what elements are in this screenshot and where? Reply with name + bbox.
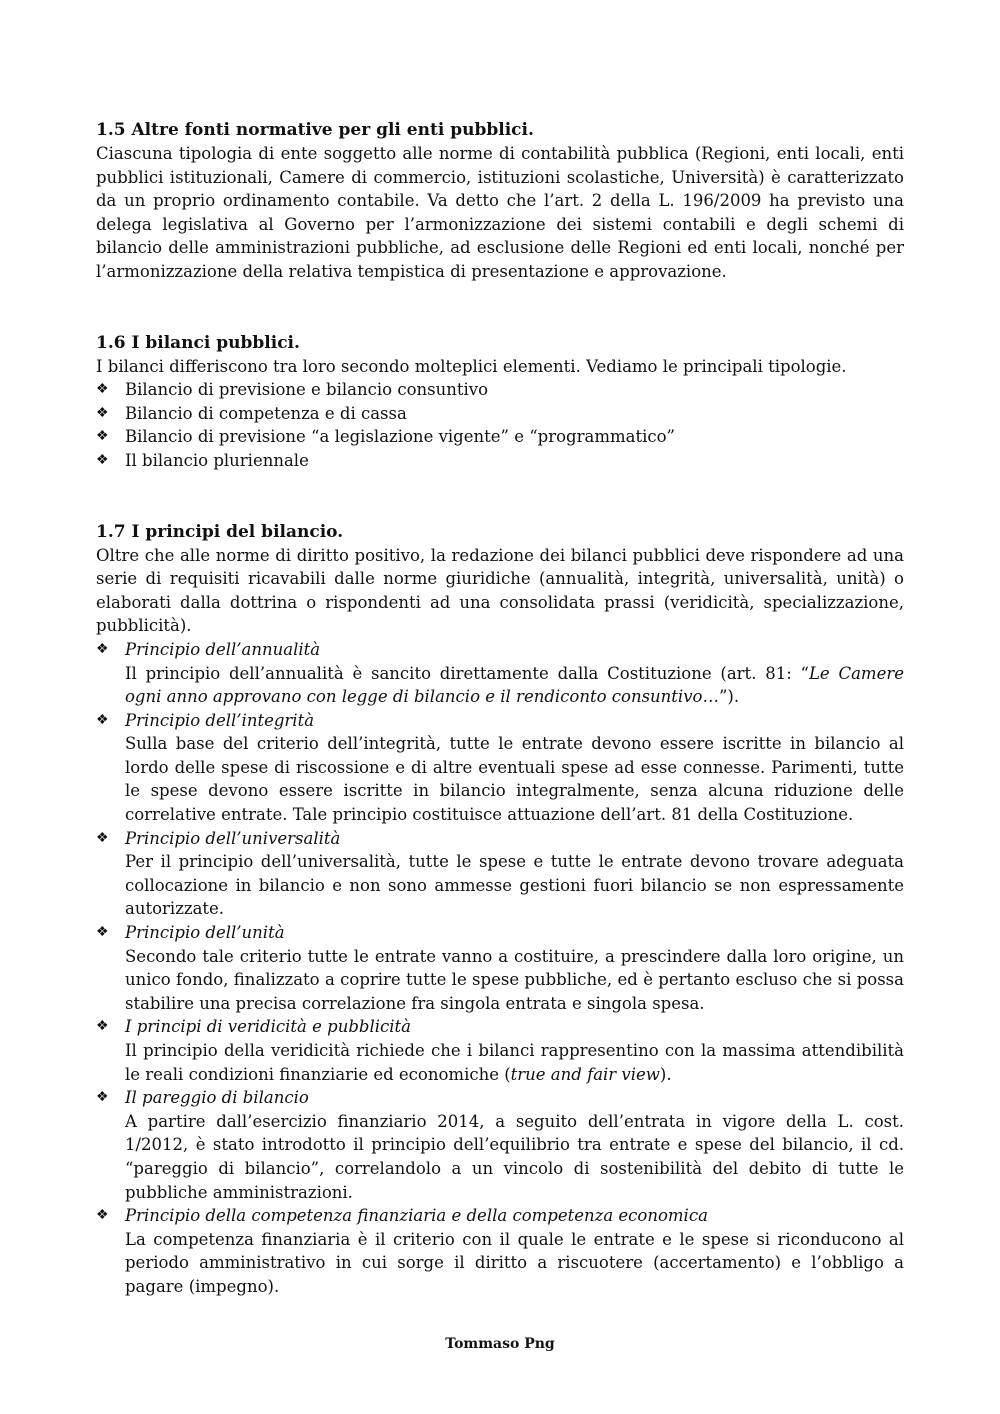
list-item [96, 638, 904, 709]
section-1-5-title: 1.5 Altre fonti normative per gli enti pubblici. [96, 120, 534, 140]
list-item: ❖ Bilancio di previsione “a legislazione vigente” e “programmatico” [96, 425, 904, 449]
principle-title: I principi di veridicità e pubblicità [125, 1017, 411, 1037]
principle-body: Il principio della veridicità richiede che i bilanci rappresentino con la massima attendibilità le reali condizioni finanziarie ed economiche (true and fair view). [125, 1041, 904, 1084]
principle-body: Sulla base del criterio dell’integrità, tutte le entrate devono essere iscritte in bilancio al lordo delle spese di riscossione e di altre eventuali spese ad esse connesse. Parimenti, tutte le spese devono essere iscritte in bilancio integralmente, senza alcuna riduzione delle correlative entrate. Tale principio costituisce attuazione dell’art. 81 della Costituzione. [125, 734, 904, 825]
diamond-bullet-icon: ❖ [96, 711, 109, 728]
diamond-bullet-icon: ❖ [96, 640, 109, 657]
principle-body: A partire dall’esercizio finanziario 2014, a seguito dell’entrata in vigore della L. cost. 1/2012, è stato introdotto il principio dell’equilibrio tra entrate e spese del bilancio, il cd. “pareggio di bilancio”, correlandolo a un vincolo di sostenibilità del debito di tutte le pubbliche amministrazioni. [125, 1111, 904, 1202]
diamond-bullet-icon: ❖ [96, 404, 109, 421]
list-item [96, 1204, 904, 1298]
diamond-bullet-icon: ❖ [96, 381, 109, 398]
diamond-bullet-icon: ❖ [96, 1018, 109, 1035]
diamond-bullet-icon: ❖ [96, 1207, 109, 1224]
list-item [96, 827, 904, 921]
principle-title: Principio della competenza finanziaria e della competenza economica [125, 1206, 708, 1226]
diamond-bullet-icon: ❖ [96, 428, 109, 445]
list-item [96, 1015, 904, 1086]
page-content [96, 118, 904, 1299]
list-item [96, 921, 904, 1015]
page-footer-author: Tommaso Png [445, 1336, 555, 1352]
diamond-bullet-icon: ❖ [96, 451, 109, 468]
principle-body: Il principio dell’annualità è sancito direttamente dalla Costituzione (art. 81: “Le Camere ogni anno approvano con legge di bilancio e il rendiconto consuntivo…”). [125, 663, 904, 707]
section-1-6-intro: I bilanci differiscono tra loro secondo molteplici elementi. Vediamo le principali tipologie. [96, 356, 847, 376]
principle-title: Principio dell’annualità [125, 639, 321, 659]
list-item: ❖ Bilancio di competenza e di cassa [96, 402, 904, 426]
list-item: ❖ Il bilancio pluriennale [96, 449, 904, 473]
diamond-bullet-icon: ❖ [96, 924, 109, 941]
principle-title: Il pareggio di bilancio [125, 1088, 309, 1108]
list-item [96, 1086, 904, 1204]
principle-body: Per il principio dell’universalità, tutte le spese e tutte le entrate devono trovare adeguata collocazione in bilancio e non sono ammesse gestioni fuori bilancio se non espressamente autorizzate. [125, 852, 904, 919]
section-1-7-intro: Oltre che alle norme di diritto positivo, la redazione dei bilanci pubblici deve rispondere ad una serie di requisiti ricavabili dalle norme giuridiche (annualità, integrità, universalità, unità) o elaborati dalla dottrina o rispondenti ad una consolidata prassi (veridicità, specializzazione, pubblicità). [96, 545, 904, 636]
bilanci-types-list [96, 378, 904, 472]
principles-list [96, 638, 904, 1299]
principle-title: Principio dell’integrità [125, 710, 315, 730]
section-gap [96, 473, 904, 520]
diamond-bullet-icon: ❖ [96, 829, 109, 846]
section-1-6-title: 1.6 I bilanci pubblici. [96, 332, 300, 353]
principle-title: Principio dell’unità [125, 923, 285, 943]
diamond-bullet-icon: ❖ [96, 1089, 109, 1106]
list-item: ❖ Bilancio di previsione e bilancio consuntivo [96, 378, 904, 402]
section-gap [96, 284, 904, 331]
principle-body: Secondo tale criterio tutte le entrate vanno a costituire, a prescindere dalla loro origine, un unico fondo, finalizzato a coprire tutte le spese pubbliche, ed è pertanto escluso che si possa stabilire una precisa correlazione fra singola entrata e singola spesa. [125, 946, 904, 1013]
section-1-7-title: 1.7 I principi del bilancio. [96, 521, 344, 542]
principle-title: Principio dell’universalità [125, 828, 341, 848]
list-item [96, 709, 904, 827]
section-1-5-body: Ciascuna tipologia di ente soggetto alle norme di contabilità pubblica (Regioni, enti locali, enti pubblici istituzionali, Camere di commercio, istituzioni scolastiche, Università) è caratterizzato da un proprio ordinamento contabile. Va detto che l’art. 2 della L. 196/2009 ha previsto una delega legislativa al Governo per l’armonizzazione dei sistemi contabili e degli schemi di bilancio delle amministrazioni pubbliche, ad esclusione delle Regioni ed enti locali, nonché per l’armonizzazione della relativa tempistica di presentazione e approvazione. [96, 144, 904, 281]
principle-body: La competenza finanziaria è il criterio con il quale le entrate e le spese si riconducono al periodo amministrativo in cui sorge il diritto a riscuotere (accertamento) e l’obbligo a pagare (impegno). [125, 1229, 904, 1296]
